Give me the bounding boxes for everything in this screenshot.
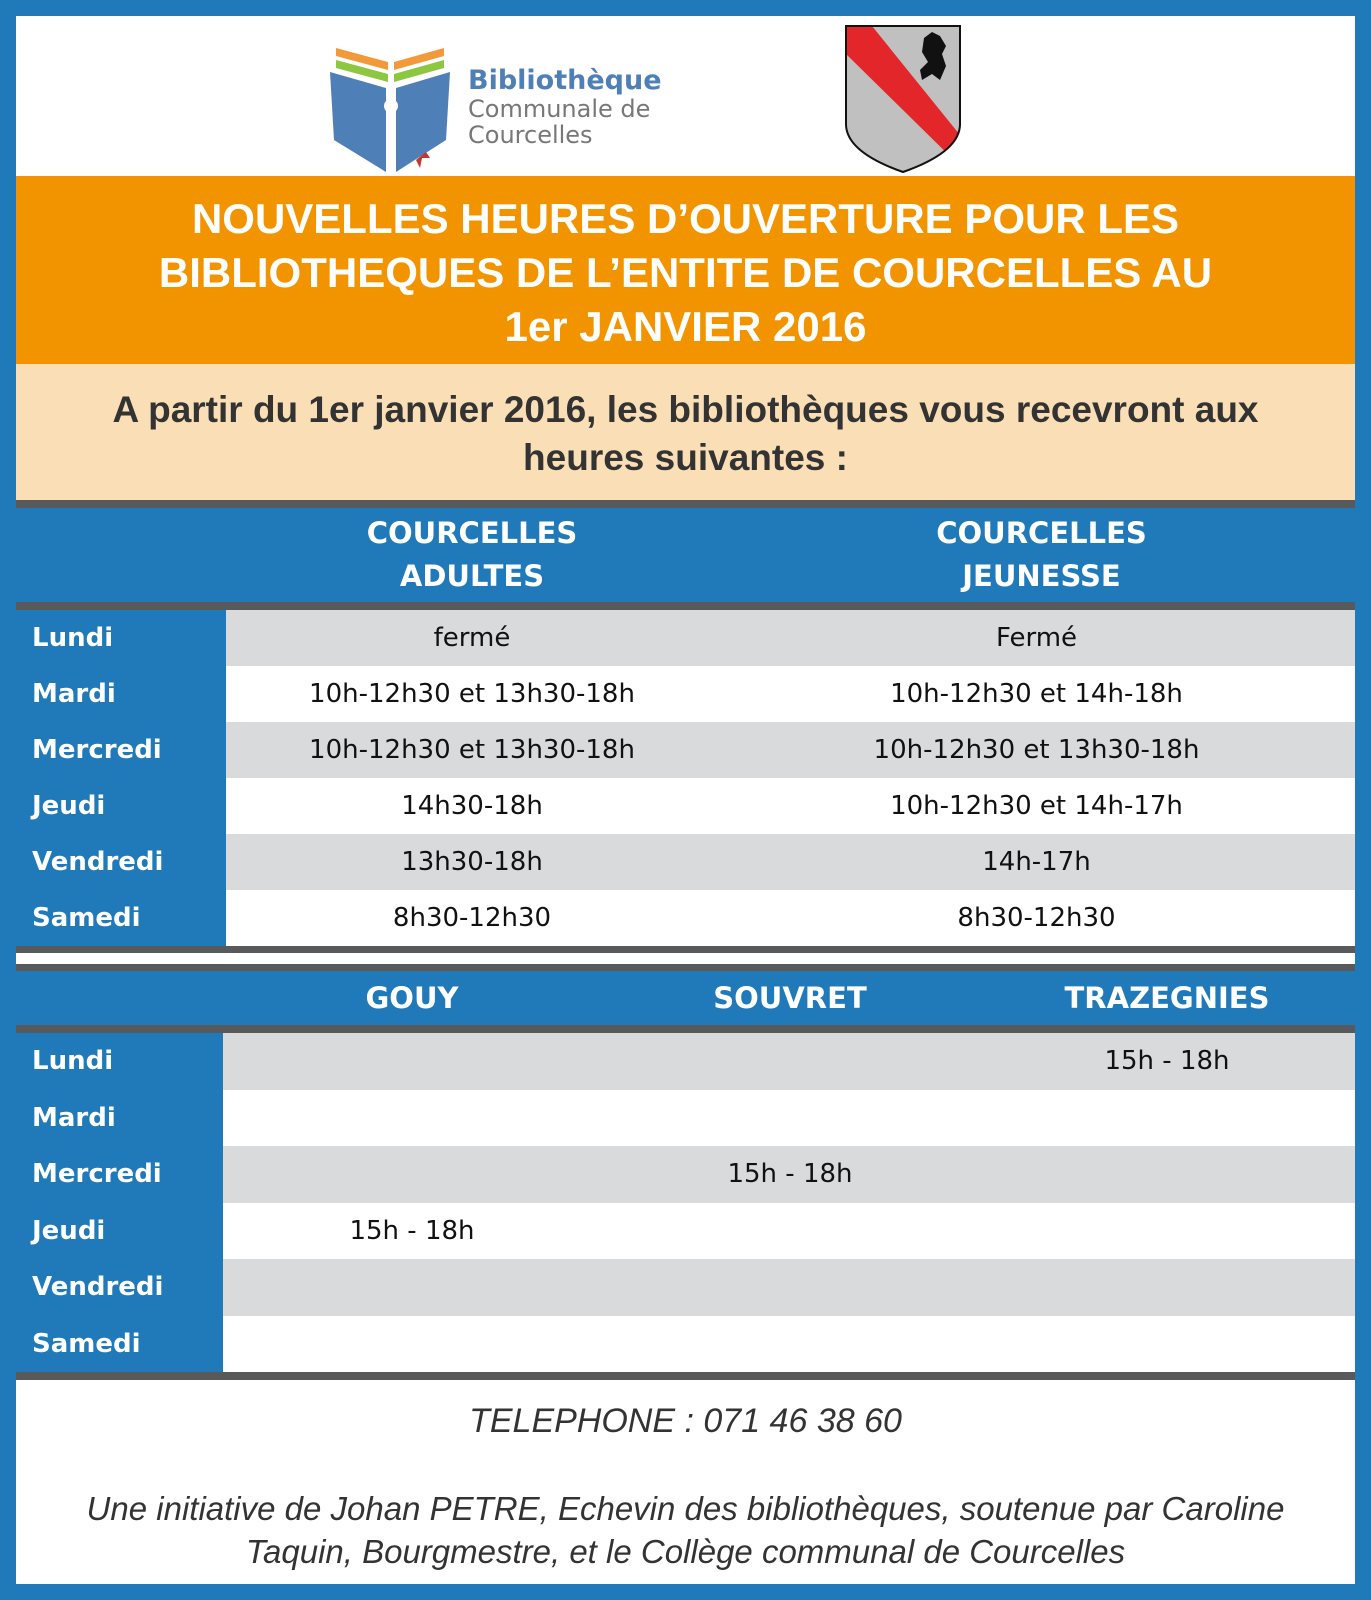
hours-cell: 10h-12h30 et 13h30-18h bbox=[718, 722, 1355, 778]
phone-number: TELEPHONE : 071 46 38 60 bbox=[469, 1402, 902, 1440]
hours-cell bbox=[601, 1316, 979, 1373]
hours-cell bbox=[979, 1090, 1355, 1147]
day-label: Samedi bbox=[16, 890, 226, 946]
column-header-line: JEUNESSE bbox=[962, 559, 1121, 593]
table-row bbox=[16, 890, 1355, 946]
divider bbox=[16, 500, 1355, 508]
day-label: Mercredi bbox=[16, 722, 226, 778]
intro-text bbox=[16, 364, 1355, 500]
hours-cell bbox=[601, 1033, 979, 1090]
day-label: Lundi bbox=[16, 610, 226, 666]
title-line: 1er JANVIER 2016 bbox=[504, 303, 867, 350]
intro-line: A partir du 1er janvier 2016, les bibliothèques vous recevront aux bbox=[112, 389, 1259, 430]
hours-cell: 13h30-18h bbox=[226, 834, 718, 890]
hours-cell bbox=[601, 1259, 979, 1316]
credit-line: Taquin, Bourgmestre, et le Collège communal de Courcelles bbox=[245, 1533, 1126, 1570]
table-row bbox=[16, 1146, 1355, 1203]
hours-cell: 10h-12h30 et 14h-18h bbox=[718, 666, 1355, 722]
column-header-line: COURCELLES bbox=[366, 516, 578, 550]
coat-of-arms-icon bbox=[844, 24, 962, 174]
hours-cell bbox=[223, 1146, 601, 1203]
title-line: BIBLIOTHEQUES DE L’ENTITE DE COURCELLES AU bbox=[158, 249, 1213, 296]
footer bbox=[16, 1380, 1355, 1584]
hours-cell: 8h30-12h30 bbox=[226, 890, 718, 946]
hours-cell: 14h30-18h bbox=[226, 778, 718, 834]
table-row bbox=[16, 666, 1355, 722]
table-row bbox=[16, 1259, 1355, 1316]
logo-text bbox=[468, 66, 662, 148]
table-row bbox=[16, 834, 1355, 890]
day-label: Mardi bbox=[16, 666, 226, 722]
day-label: Mardi bbox=[16, 1090, 223, 1147]
hours-cell: 14h-17h bbox=[718, 834, 1355, 890]
logo-line-3: Courcelles bbox=[468, 121, 593, 149]
logo-line-2: Communale de bbox=[468, 95, 651, 123]
intro-line: heures suivantes : bbox=[523, 437, 848, 478]
day-label: Vendredi bbox=[16, 1259, 223, 1316]
day-label: Mercredi bbox=[16, 1146, 223, 1203]
table-row bbox=[16, 1090, 1355, 1147]
hours-cell: 15h - 18h bbox=[601, 1146, 979, 1203]
hours-cell bbox=[223, 1316, 601, 1373]
hours-cell bbox=[601, 1090, 979, 1147]
table-row bbox=[16, 610, 1355, 666]
column-header-courcelles-adultes bbox=[226, 508, 718, 602]
column-header-souvret: SOUVRET bbox=[713, 980, 867, 1015]
column-header-line: COURCELLES bbox=[936, 516, 1147, 550]
main-title bbox=[16, 176, 1355, 364]
credit-line: Une initiative de Johan PETRE, Echevin des bibliothèques, soutenue par Caroline bbox=[86, 1490, 1285, 1527]
hours-cell: 10h-12h30 et 13h30-18h bbox=[226, 722, 718, 778]
table-row bbox=[16, 1316, 1355, 1373]
day-label: Jeudi bbox=[16, 1203, 223, 1260]
hours-cell: 15h - 18h bbox=[979, 1033, 1355, 1090]
header-logos bbox=[16, 16, 1355, 176]
divider bbox=[16, 964, 1355, 971]
table-row bbox=[16, 722, 1355, 778]
divider bbox=[16, 1025, 1355, 1033]
day-label: Vendredi bbox=[16, 834, 226, 890]
title-line: NOUVELLES HEURES D’OUVERTURE POUR LES bbox=[191, 195, 1180, 242]
day-label: Samedi bbox=[16, 1316, 223, 1373]
hours-cell: Fermé bbox=[718, 610, 1355, 666]
hours-cell bbox=[979, 1259, 1355, 1316]
hours-cell: fermé bbox=[226, 610, 718, 666]
table-row bbox=[16, 1033, 1355, 1090]
hours-cell bbox=[223, 1259, 601, 1316]
divider bbox=[16, 602, 1355, 610]
hours-cell: 10h-12h30 et 14h-17h bbox=[718, 778, 1355, 834]
table1-header bbox=[16, 508, 1355, 602]
hours-cell: 15h - 18h bbox=[223, 1203, 601, 1260]
day-label: Jeudi bbox=[16, 778, 226, 834]
hours-cell bbox=[979, 1146, 1355, 1203]
hours-cell: 10h-12h30 et 13h30-18h bbox=[226, 666, 718, 722]
day-label: Lundi bbox=[16, 1033, 223, 1090]
divider bbox=[16, 1372, 1355, 1380]
hours-cell bbox=[601, 1203, 979, 1260]
hours-cell bbox=[979, 1316, 1355, 1373]
column-header-courcelles-jeunesse bbox=[728, 508, 1355, 602]
table-row bbox=[16, 1203, 1355, 1260]
divider bbox=[16, 946, 1355, 953]
column-header-gouy: GOUY bbox=[365, 980, 459, 1015]
hours-cell bbox=[979, 1203, 1355, 1260]
column-header-trazegnies: TRAZEGNIES bbox=[1064, 980, 1270, 1015]
table-row bbox=[16, 778, 1355, 834]
credit-text bbox=[16, 1487, 1355, 1573]
hours-cell: 8h30-12h30 bbox=[718, 890, 1355, 946]
book-logo-icon bbox=[326, 40, 456, 175]
column-header-line: ADULTES bbox=[399, 559, 545, 593]
logo-line-1: Bibliothèque bbox=[468, 65, 662, 96]
table2-header bbox=[16, 971, 1355, 1025]
hours-cell bbox=[223, 1090, 601, 1147]
hours-cell bbox=[223, 1033, 601, 1090]
